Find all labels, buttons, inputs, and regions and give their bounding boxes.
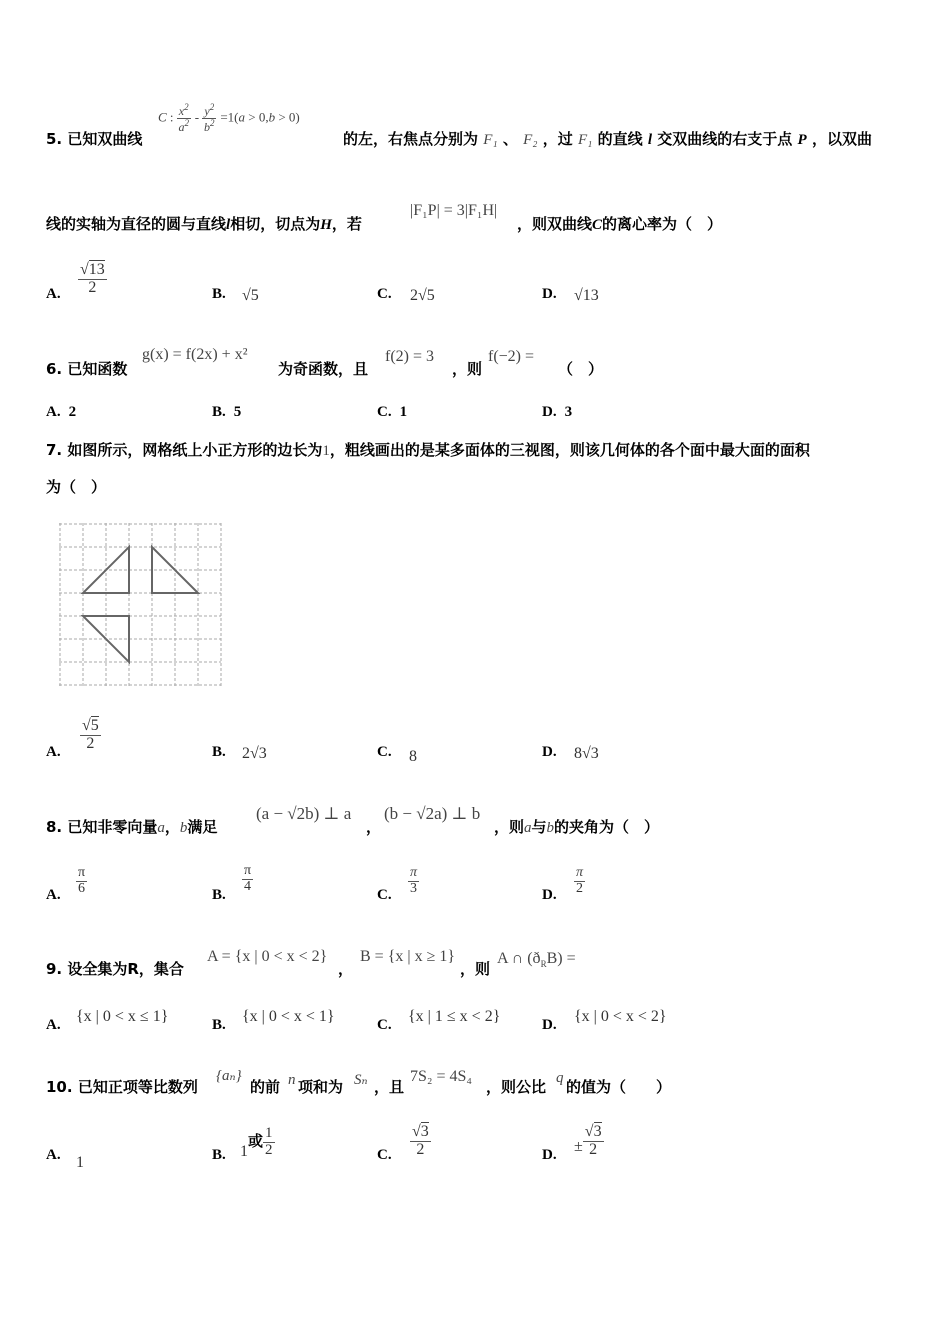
q5-text-meet: 交双曲线的右支于点 — [657, 130, 793, 148]
q5-option-a-label: A. — [46, 286, 61, 302]
q8-sep: ， — [366, 818, 382, 836]
q7-option-d-value: 8√3 — [574, 745, 599, 762]
q9-option-d-value: {x | 0 < x < 2} — [574, 1008, 667, 1025]
q5-P: P — [797, 132, 807, 148]
q8-condition-2: (b − √2a) ⊥ b — [384, 804, 481, 823]
q9-set-b: B = {x | x ≥ 1} — [360, 948, 456, 965]
q6-text-then: ，则 — [452, 360, 483, 378]
q5-text-line: 的直线 — [597, 130, 643, 148]
q5-line2 — [46, 213, 362, 234]
q5-l2c: ，若 — [331, 215, 362, 233]
q6-paren: （ ） — [558, 360, 604, 378]
q9-option-b-value: {x | 0 < x < 1} — [242, 1008, 335, 1025]
q9-sep: ， — [338, 960, 354, 978]
q8-lead: 已知非零向量 — [67, 818, 158, 836]
q8-option-d-value: $\frac{\pi}{2}$ — [576, 865, 584, 896]
q7-line2: 为（ ） — [46, 478, 107, 496]
q8-b: b — [179, 820, 188, 836]
q9-line-start — [46, 958, 184, 979]
q7-option-d-label: D. — [542, 744, 557, 760]
q10-number: 10. — [46, 1078, 73, 1096]
q5-l: l — [647, 132, 653, 148]
q5-F1b: F₁ — [578, 132, 593, 148]
q5-condition: |F₁P| = 3|F₁H| — [410, 202, 498, 219]
q7-lead: 如图所示，网格纸上小正方形的边长为 — [67, 441, 323, 459]
q6-option-c: C. 1 — [377, 404, 408, 420]
q10-text-sum: 项和为 — [298, 1078, 344, 1096]
q7-option-b-label: B. — [212, 744, 226, 760]
q9-set-a: A = {x | 0 < x < 2} — [207, 948, 328, 965]
q8-line-end — [494, 816, 659, 837]
q8-text-satisfy: 满足 — [187, 818, 218, 836]
q5-l2-l: l — [226, 217, 231, 233]
q5-number: 5. — [46, 130, 63, 148]
q7-three-view-figure — [56, 520, 224, 690]
q7-number: 7. — [46, 441, 63, 459]
q5-line1 — [46, 128, 142, 149]
q5-option-c-value: 2√5 — [410, 287, 435, 304]
q9-lead: 设全集为R，集合 — [67, 960, 184, 978]
q10-option-d-label: D. — [542, 1147, 557, 1163]
q5-l2e: 的离心率为（ ） — [602, 215, 723, 233]
q7-option-c-value: 8 — [409, 748, 417, 765]
q6-option-b: B. 5 — [212, 404, 242, 420]
q7-text: ，粗线画出的是某多面体的三视图，则该几何体的各个面中最大面的面积 — [329, 441, 810, 459]
q8-b2: b — [546, 820, 555, 836]
q5-lead: 已知双曲线 — [67, 130, 143, 148]
q8-a2: a — [524, 820, 532, 836]
q8-option-b-label: B. — [212, 887, 226, 903]
q10-n: n — [288, 1072, 296, 1088]
q5-l2a: 线的实轴为直径的圆与直线 — [46, 215, 227, 233]
q6-option-d: D. 3 — [542, 404, 573, 420]
q10-Sn: Sₙ — [354, 1072, 368, 1088]
q9-option-c-label: C. — [377, 1017, 392, 1033]
q7-grid — [59, 523, 221, 687]
q7-line1 — [46, 439, 810, 460]
q10-option-a-value: 1 — [76, 1154, 84, 1171]
q6-number: 6. — [46, 360, 63, 378]
q10-option-c-label: C. — [377, 1147, 392, 1163]
q10-option-c-value: $\frac{√3}{2}$ — [412, 1123, 429, 1158]
q9-text-then: ，则 — [460, 960, 491, 978]
q8-a: a — [157, 820, 165, 836]
q10-text-ratio: ，则公比 — [486, 1078, 547, 1096]
q9-expression: A ∩ $(ð_RB)$ = — [497, 950, 576, 970]
q9-option-b-label: B. — [212, 1017, 226, 1033]
q10-sequence: {aₙ} — [216, 1068, 242, 1084]
q8-option-c-label: C. — [377, 887, 392, 903]
q5-option-d-label: D. — [542, 286, 557, 302]
q5-option-b-label: B. — [212, 286, 226, 302]
q5-l2b: 相切，切点为 — [230, 215, 321, 233]
q7-one: 1 — [322, 443, 330, 459]
q9-option-d-label: D. — [542, 1017, 557, 1033]
q5-option-b-value: √5 — [242, 287, 259, 304]
q10-option-b-label: B. — [212, 1147, 226, 1163]
q8-option-a-label: A. — [46, 887, 61, 903]
q8-option-a-value: $\frac{\pi}{6}$ — [78, 865, 86, 896]
q10-equation: 7S₂ = 4S₄ — [410, 1068, 472, 1085]
q5-text-foci: 的左，右焦点分别为 — [343, 130, 479, 148]
q10-option-d-value: ± $\frac{√3}{2}$ — [574, 1123, 602, 1158]
q9-option-a-value: {x | 0 < x ≤ 1} — [76, 1008, 169, 1025]
q5-text-through: ，过 — [542, 130, 573, 148]
q5-text-end: ，以双曲 — [811, 130, 872, 148]
q10-text-end: 的值为（ ） — [566, 1078, 672, 1096]
q5-option-a-value: $\frac{√13}{2}$ — [80, 261, 105, 296]
q6-fm2: f(−2) = — [488, 348, 535, 365]
q5-F2: F₂ — [523, 132, 538, 148]
q9-sub-r: R — [540, 959, 547, 970]
q8-option-c-value: $\frac{\pi}{3}$ — [410, 865, 418, 896]
q5-hyperbola-equation: C : $\frac{x^2}{a^2}$ - $\frac{y^2}{b^2}$ =1(a > 0,b > 0) — [158, 102, 300, 134]
q5-line2-rest — [517, 213, 722, 234]
q5-C: C — [592, 217, 603, 233]
q6-option-a: A. 2 — [46, 404, 77, 420]
q5-option-d-value: √13 — [574, 287, 599, 304]
q8-text-then: ，则 — [494, 818, 525, 836]
q7-option-a-label: A. — [46, 744, 61, 760]
q6-g-def: g(x) = f(2x) + x² — [142, 346, 248, 363]
q5-line1-rest — [343, 128, 872, 149]
q5-option-c-label: C. — [377, 286, 392, 302]
q8-comma: ， — [164, 818, 180, 836]
q10-text-first: 的前 — [250, 1078, 281, 1096]
q9-option-a-label: A. — [46, 1017, 61, 1033]
q5-l2d: ，则双曲线 — [517, 215, 593, 233]
q10-option-a-label: A. — [46, 1147, 61, 1163]
q9-number: 9. — [46, 960, 63, 978]
q5-F1: F₁ — [483, 132, 498, 148]
q8-option-d-label: D. — [542, 887, 557, 903]
q6-f2: f(2) = 3 — [385, 348, 435, 365]
q10-lead: 已知正项等比数列 — [77, 1078, 198, 1096]
q6-lead: 已知函数 — [67, 360, 128, 378]
q8-option-b-value: $\frac{\pi}{4}$ — [244, 863, 252, 894]
q10-option-b-value: 1或 $\frac{1}{2}$ — [240, 1125, 273, 1160]
q8-line-start — [46, 816, 217, 837]
q8-condition-1: (a − √2b) ⊥ a — [256, 804, 352, 823]
q5-H: H — [320, 217, 332, 233]
q5-sep: 、 — [502, 130, 518, 148]
q10-q: q — [556, 1070, 564, 1086]
q7-option-c-label: C. — [377, 744, 392, 760]
q9-option-c-value: {x | 1 ≤ x < 2} — [408, 1008, 501, 1025]
q8-and: 与 — [531, 818, 547, 836]
q7-option-a-value: $\frac{√5}{2}$ — [82, 717, 99, 752]
q6-text-odd: 为奇函数，且 — [278, 360, 369, 378]
q10-line-start — [46, 1076, 198, 1097]
q10-text-and: ，且 — [374, 1078, 405, 1096]
q8-text-angle: 的夹角为（ ） — [554, 818, 660, 836]
q8-number: 8. — [46, 818, 63, 836]
q6-line — [46, 358, 127, 379]
q7-option-b-value: 2√3 — [242, 745, 267, 762]
